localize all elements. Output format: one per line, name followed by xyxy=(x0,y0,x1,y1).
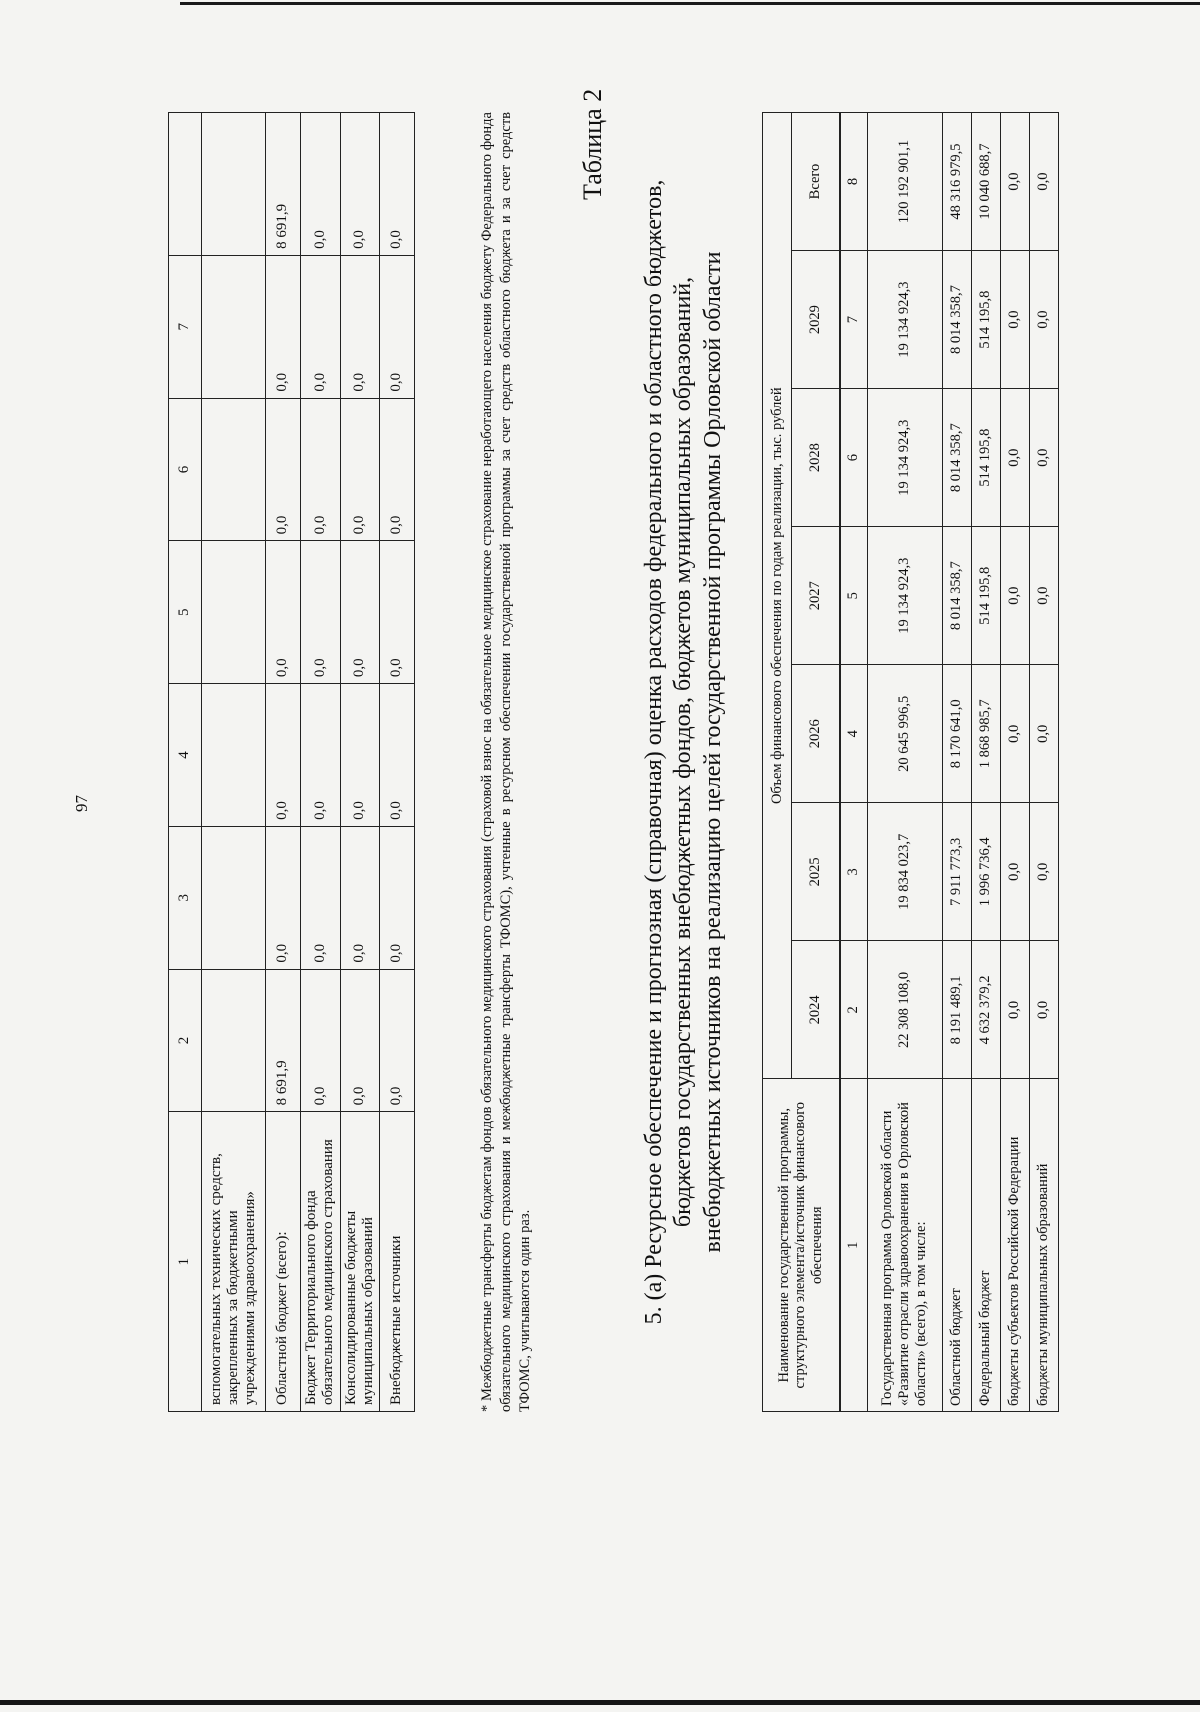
cell: 0,0 xyxy=(1000,527,1029,665)
cell xyxy=(202,255,266,398)
header-cell: 4 xyxy=(169,684,202,827)
table-row xyxy=(867,113,942,1412)
cell: 0,0 xyxy=(380,826,415,969)
cell xyxy=(202,113,266,256)
cell: 0,0 xyxy=(340,826,380,969)
section-title xyxy=(640,122,728,1382)
cell: 0,0 xyxy=(301,113,341,256)
year-cell: 2028 xyxy=(792,389,840,527)
header-cell-empty xyxy=(169,113,202,256)
year-cell: 2026 xyxy=(792,665,840,803)
cell: 0,0 xyxy=(1000,113,1029,251)
cell: 514 195,8 xyxy=(971,251,1000,389)
table-row xyxy=(202,113,266,1412)
column-index-row xyxy=(840,113,868,1412)
cell: 0,0 xyxy=(266,255,301,398)
row-label: бюджеты субъектов Российской Федерации xyxy=(1000,1079,1029,1412)
cell: 0,0 xyxy=(1029,113,1058,251)
row-label: Бюджет Территориального фонда обязательного медицинского страхования xyxy=(301,1112,341,1412)
cell: 0,0 xyxy=(1000,665,1029,803)
cell xyxy=(202,969,266,1112)
header-cell: 5 xyxy=(169,541,202,684)
cell: 22 308 108,0 xyxy=(867,941,942,1079)
cell: 0,0 xyxy=(301,541,341,684)
cell: 0,0 xyxy=(380,255,415,398)
table-row xyxy=(340,113,380,1412)
table-row xyxy=(1029,113,1058,1412)
cell: 4 632 379,2 xyxy=(971,941,1000,1079)
cell xyxy=(202,684,266,827)
cell: 8 014 358,7 xyxy=(942,527,971,665)
total-header-cell: Всего xyxy=(792,113,840,251)
cell: 120 192 901,1 xyxy=(867,113,942,251)
footnote: * Межбюджетные трансферты бюджетам фондов обязательного медицинского страхования (страховой взнос на обязательное медицинское страхование неработающего населения бюджету Федерального фонда обязательного медицинского страхования и межбюджетные трансферты ТФОМС), учтенные в ресурсном обеспечении государственной программы за счет средств областного бюджета и за счет средств ТФОМС, учитываются один раз. xyxy=(479,112,533,1412)
table-header-row xyxy=(169,113,202,1412)
cell: 0,0 xyxy=(266,541,301,684)
cell: 0,0 xyxy=(380,541,415,684)
cell: 0,0 xyxy=(301,255,341,398)
cell: 0,0 xyxy=(1029,665,1058,803)
index-cell: 2 xyxy=(840,941,868,1079)
resource-table-continuation xyxy=(168,112,415,1412)
cell: 7 911 773,3 xyxy=(942,803,971,941)
name-header: Наименование государственной программы, структурного элемента/источник финансового обеспечения xyxy=(763,1079,840,1412)
cell: 0,0 xyxy=(340,113,380,256)
row-label: Федеральный бюджет xyxy=(971,1079,1000,1412)
cell: 0,0 xyxy=(1000,803,1029,941)
cell: 19 134 924,3 xyxy=(867,251,942,389)
row-label: Областной бюджет (всего): xyxy=(266,1112,301,1412)
header-cell: 6 xyxy=(169,398,202,541)
cell: 0,0 xyxy=(340,398,380,541)
resource-table-2 xyxy=(762,112,1059,1412)
cell: 0,0 xyxy=(266,826,301,969)
section-title-line: 5. (а) Ресурсное обеспечение и прогнозная (справочная) оценка расходов федерального и областного бюджетов, xyxy=(641,179,667,1325)
index-cell: 3 xyxy=(840,803,868,941)
table-caption: Таблица 2 xyxy=(578,88,607,200)
header-cell: 1 xyxy=(169,1112,202,1412)
cell: 0,0 xyxy=(1029,527,1058,665)
cell: 514 195,8 xyxy=(971,527,1000,665)
cell: 19 134 924,3 xyxy=(867,389,942,527)
cell: 1 996 736,4 xyxy=(971,803,1000,941)
cell: 8 691,9 xyxy=(266,113,301,256)
index-cell: 5 xyxy=(840,527,868,665)
page-number: 97 xyxy=(72,795,91,812)
row-label: Государственная программа Орловской области «Развитие отрасли здравоохранения в Орловской области» (всего), в том числе: xyxy=(867,1079,942,1412)
row-label: Областной бюджет xyxy=(942,1079,971,1412)
header-cell: 3 xyxy=(169,826,202,969)
cell: 0,0 xyxy=(1000,251,1029,389)
cell: 48 316 979,5 xyxy=(942,113,971,251)
cell: 0,0 xyxy=(340,255,380,398)
cell: 0,0 xyxy=(380,684,415,827)
index-cell: 6 xyxy=(840,389,868,527)
cell: 10 040 688,7 xyxy=(971,113,1000,251)
row-label: бюджеты муниципальных образований xyxy=(1029,1079,1058,1412)
table-header-row xyxy=(763,113,792,1412)
year-cell: 2025 xyxy=(792,803,840,941)
cell: 19 834 023,7 xyxy=(867,803,942,941)
header-cell: 7 xyxy=(169,255,202,398)
cell: 8 191 489,1 xyxy=(942,941,971,1079)
table-row xyxy=(266,113,301,1412)
cell: 0,0 xyxy=(340,969,380,1112)
cell: 0,0 xyxy=(380,969,415,1112)
cell: 8 691,9 xyxy=(266,969,301,1112)
row-label: Внебюджетные источники xyxy=(380,1112,415,1412)
header-cell: 2 xyxy=(169,969,202,1112)
cell: 19 134 924,3 xyxy=(867,527,942,665)
cell: 0,0 xyxy=(380,113,415,256)
section-title-line: внебюджетных источников на реализацию целей государственной программы Орловской области xyxy=(699,251,726,1253)
cell: 0,0 xyxy=(301,398,341,541)
section-title-line: бюджетов государственных внебюджетных фондов, бюджетов муниципальных образований, xyxy=(670,276,697,1228)
row-label: Консолидированные бюджеты муниципальных образований xyxy=(340,1112,380,1412)
cell: 0,0 xyxy=(266,398,301,541)
cell xyxy=(202,826,266,969)
cell: 8 170 641,0 xyxy=(942,665,971,803)
year-cell: 2024 xyxy=(792,941,840,1079)
cell xyxy=(202,541,266,684)
volume-header: Объем финансового обеспечения по годам реализации, тыс. рублей xyxy=(763,113,792,1079)
cell: 0,0 xyxy=(340,541,380,684)
table-row xyxy=(942,113,971,1412)
year-cell: 2027 xyxy=(792,527,840,665)
cell: 0,0 xyxy=(266,684,301,827)
index-cell: 7 xyxy=(840,251,868,389)
index-cell: 4 xyxy=(840,665,868,803)
year-cell: 2029 xyxy=(792,251,840,389)
cell xyxy=(202,398,266,541)
table-row xyxy=(301,113,341,1412)
cell: 0,0 xyxy=(301,684,341,827)
cell: 0,0 xyxy=(1000,389,1029,527)
cell: 514 195,8 xyxy=(971,389,1000,527)
cell: 0,0 xyxy=(1029,251,1058,389)
row-label: вспомогательных технических средств, закрепленных за бюджетными учреждениями здравоохранения» xyxy=(202,1112,266,1412)
cell: 0,0 xyxy=(1000,941,1029,1079)
table-row xyxy=(971,113,1000,1412)
cell: 20 645 996,5 xyxy=(867,665,942,803)
index-cell: 8 xyxy=(840,113,868,251)
cell: 0,0 xyxy=(380,398,415,541)
cell: 8 014 358,7 xyxy=(942,389,971,527)
cell: 8 014 358,7 xyxy=(942,251,971,389)
table-row xyxy=(380,113,415,1412)
cell: 0,0 xyxy=(1029,941,1058,1079)
index-cell: 1 xyxy=(840,1079,868,1412)
table-row xyxy=(1000,113,1029,1412)
cell: 1 868 985,7 xyxy=(971,665,1000,803)
cell: 0,0 xyxy=(1029,803,1058,941)
cell: 0,0 xyxy=(1029,389,1058,527)
cell: 0,0 xyxy=(340,684,380,827)
cell: 0,0 xyxy=(301,969,341,1112)
cell: 0,0 xyxy=(301,826,341,969)
